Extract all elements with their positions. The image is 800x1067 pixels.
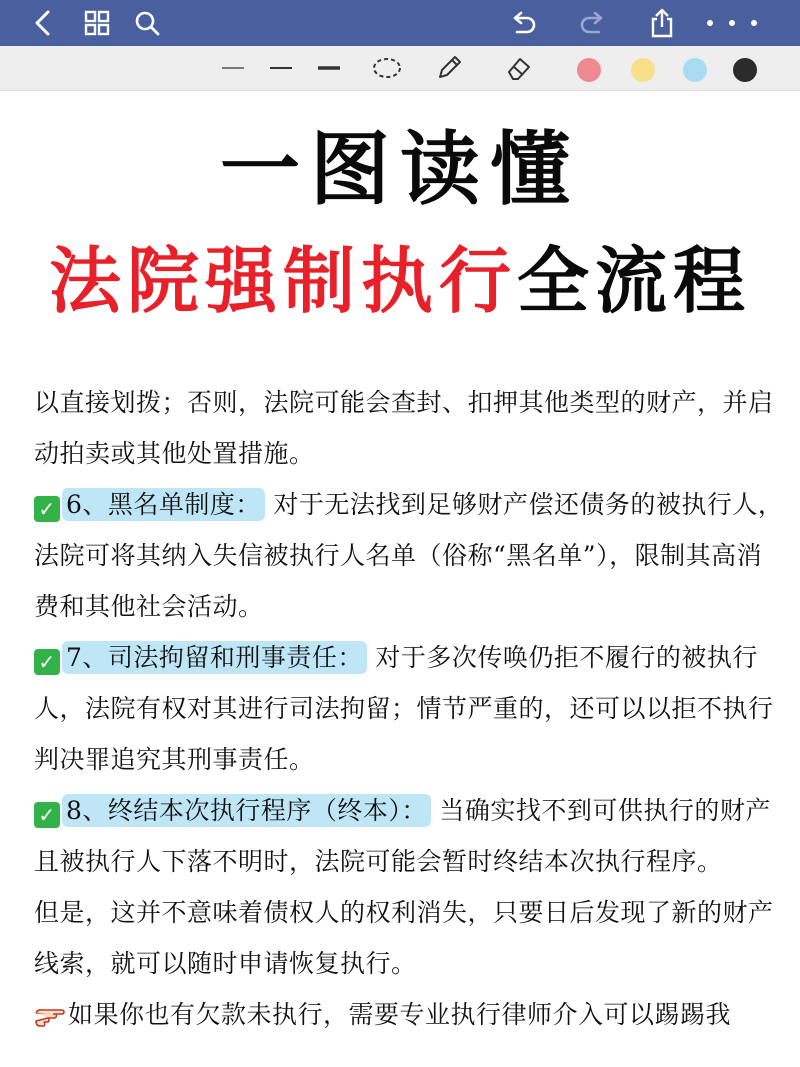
- item-text: 对于无法找到足够财产偿还债务的被执行人，法院可将其纳入失信被执行人名单（俗称“黑名单”），限制其高消费和其他社会活动。: [34, 490, 784, 621]
- item-text: 当确实找不到可供执行的财产且被执行人下落不明时，法院可能会暂时终结本次执行程序。: [34, 796, 771, 876]
- drawing-toolbar: [0, 46, 800, 91]
- redo-icon[interactable]: [578, 8, 608, 38]
- footer-line: [34, 989, 784, 1044]
- list-item: [34, 479, 784, 632]
- page-title: 一图读懂: [220, 123, 580, 216]
- top-bar: [0, 0, 800, 46]
- article-body: [34, 377, 784, 1044]
- subtitle-red-part: 法院强制执行: [48, 239, 517, 323]
- undo-icon[interactable]: [508, 8, 538, 38]
- search-icon[interactable]: [132, 8, 162, 38]
- thin-pen-icon[interactable]: [218, 54, 248, 82]
- more-icon[interactable]: [704, 8, 760, 38]
- page-subtitle: [0, 239, 800, 323]
- pointing-hand-icon: [34, 993, 68, 1044]
- list-item: [34, 632, 784, 785]
- item-heading: 6、黑名单制度：: [62, 488, 265, 521]
- thick-pen-icon[interactable]: [314, 54, 344, 82]
- item-heading: 8、终结本次执行程序（终本）：: [62, 794, 431, 827]
- check-mark-icon: ✓: [34, 496, 60, 522]
- medium-pen-icon[interactable]: [266, 54, 296, 82]
- list-item: [34, 785, 784, 887]
- blue-color-swatch[interactable]: [683, 58, 707, 82]
- footer-text: 如果你也有欠款未执行，需要专业执行律师介入可以踢踢我: [68, 1000, 732, 1029]
- share-icon[interactable]: [647, 8, 677, 38]
- pink-color-swatch[interactable]: [577, 58, 601, 82]
- item-heading: 7、司法拘留和刑事责任：: [62, 641, 367, 674]
- intro-paragraph: 以直接划拨；否则，法院可能会查封、扣押其他类型的财产，并启动拍卖或其他处置措施。: [34, 388, 774, 468]
- pencil-icon[interactable]: [434, 54, 464, 82]
- back-icon[interactable]: [28, 8, 58, 38]
- subtitle-black-part: 全流程: [517, 239, 752, 323]
- eraser-icon[interactable]: [504, 54, 534, 82]
- grid-icon[interactable]: [82, 8, 112, 38]
- extra-paragraph: 但是，这并不意味着债权人的权利消失，只要日后发现了新的财产线索，就可以随时申请恢复执行。: [34, 898, 774, 978]
- check-mark-icon: ✓: [34, 649, 60, 675]
- check-mark-icon: ✓: [34, 802, 60, 828]
- yellow-color-swatch[interactable]: [631, 58, 655, 82]
- item-text: 对于多次传唤仍拒不履行的被执行人，法院有权对其进行司法拘留；情节严重的，还可以以拒不执行判决罪追究其刑事责任。: [34, 643, 774, 774]
- black-color-swatch[interactable]: [733, 58, 757, 82]
- lasso-icon[interactable]: [372, 54, 402, 82]
